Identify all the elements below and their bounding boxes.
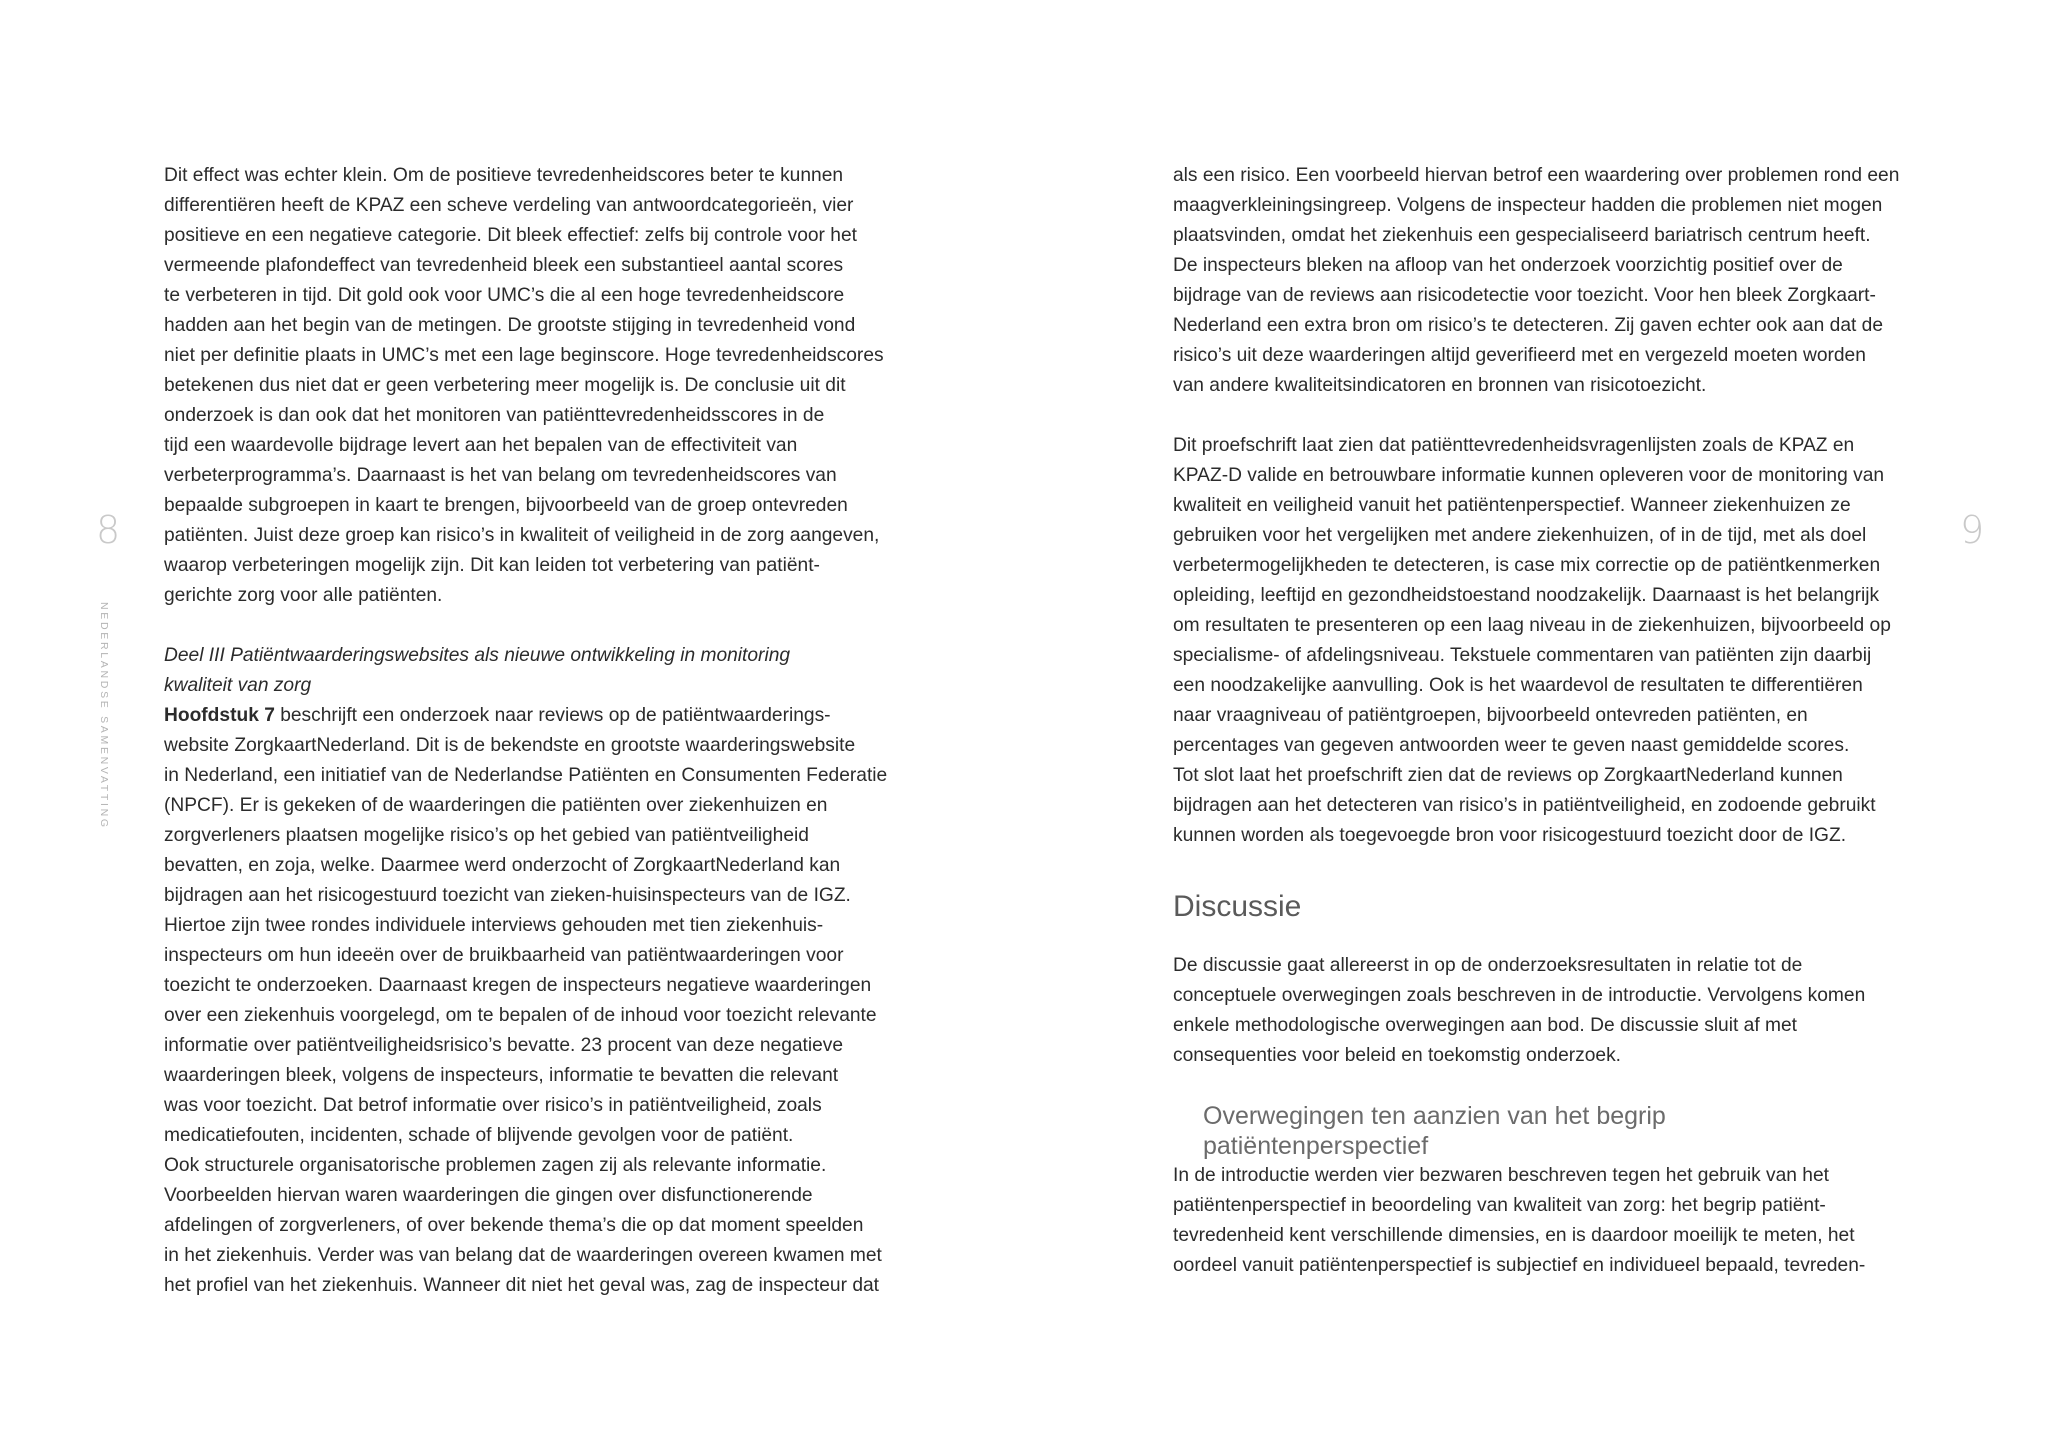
text-line: tevredenheid kent verschillende dimensies, en is daardoor moeilijk te meten, het bbox=[1173, 1225, 1855, 1246]
text-line: conceptuele overwegingen zoals beschreven in de introductie. Vervolgens komen bbox=[1173, 985, 1866, 1006]
text-line: patiëntenperspectief bbox=[1203, 1132, 1429, 1160]
paragraph-gap bbox=[1173, 401, 1913, 431]
left-text-column bbox=[164, 161, 904, 1301]
text-line: positieve en een negatieve categorie. Dit bleek effectief: zelfs bij controle voor het bbox=[164, 225, 857, 246]
text-line: afdelingen of zorgverleners, of over bekende thema’s die op dat moment speelden bbox=[164, 1215, 864, 1236]
text-line: patiëntenperspectief in beoordeling van kwaliteit van zorg: het begrip patiënt- bbox=[1173, 1195, 1826, 1216]
text-line: was voor toezicht. Dat betrof informatie over risico’s in patiëntveiligheid, zoals bbox=[164, 1095, 822, 1116]
text-line: bijdrage van de reviews aan risicodetectie voor toezicht. Voor hen bleek Zorgkaart- bbox=[1173, 285, 1876, 306]
running-head: NEDERLANDSE SAMENVATTING bbox=[98, 602, 110, 830]
text-line: Overwegingen ten aanzien van het begrip bbox=[1203, 1102, 1666, 1130]
text-line: kunnen worden als toegevoegde bron voor risicogestuurd toezicht door de IGZ. bbox=[1173, 825, 1847, 846]
text-line: Nederland een extra bron om risico’s te detecteren. Zij gaven echter ook aan dat de bbox=[1173, 315, 1884, 336]
text-line: te verbeteren in tijd. Dit gold ook voor UMC’s die al een hoge tevredenheidscore bbox=[164, 285, 845, 306]
text-line: naar vraagniveau of patiëntgroepen, bijvoorbeeld ontevreden patiënten, en bbox=[1173, 705, 1808, 726]
text-line: informatie over patiëntveiligheidsrisico’s bevatte. 23 procent van deze negatieve bbox=[164, 1035, 844, 1056]
text-line: opleiding, leeftijd en gezondheidstoestand noodzakelijk. Daarnaast is het belangrijk bbox=[1173, 585, 1880, 606]
text-line: betekenen dus niet dat er geen verbetering meer mogelijk is. De conclusie uit dit bbox=[164, 375, 846, 396]
text-line: website ZorgkaartNederland. Dit is de bekendste en grootste waarderingswebsite bbox=[164, 735, 856, 756]
text-line: Dit effect was echter klein. Om de positieve tevredenheidscores beter te kunnen bbox=[164, 165, 844, 186]
body-paragraph bbox=[1173, 161, 1913, 401]
text-line: medicatiefouten, incidenten, schade of blijvende gevolgen voor de patiënt. bbox=[164, 1125, 794, 1146]
text-line: bevatten, en zoja, welke. Daarmee werd onderzocht of ZorgkaartNederland kan bbox=[164, 855, 841, 876]
right-page bbox=[1024, 0, 2048, 1446]
chapter-label: Hoofdstuk 7 bbox=[164, 705, 275, 726]
text-line: risico’s uit deze waarderingen altijd geverifieerd met en vergezeld moeten worden bbox=[1173, 345, 1866, 366]
text-line: het profiel van het ziekenhuis. Wanneer dit niet het geval was, zag de inspecteur dat bbox=[164, 1275, 879, 1296]
text-line: zorgverleners plaatsen mogelijke risico’s op het gebied van patiëntveiligheid bbox=[164, 825, 809, 846]
page-number: 8 bbox=[96, 508, 121, 552]
text-line: KPAZ-D valide en betrouwbare informatie kunnen opleveren voor de monitoring van bbox=[1173, 465, 1885, 486]
text-line: toezicht te onderzoeken. Daarnaast kregen de inspecteurs negatieve waarderingen bbox=[164, 975, 872, 996]
text-line: bepaalde subgroepen in kaart te brengen, bijvoorbeeld van de groep ontevreden bbox=[164, 495, 848, 516]
text-line: bijdragen aan het detecteren van risico’s in patiëntveiligheid, en zodoende gebruikt bbox=[1173, 795, 1876, 816]
text-line: om resultaten te presenteren op een laag niveau in de ziekenhuizen, bijvoorbeeld op bbox=[1173, 615, 1891, 636]
text-line: maagverkleiningsingreep. Volgens de inspecteur hadden die problemen niet mogen bbox=[1173, 195, 1883, 216]
text-line: Dit proefschrift laat zien dat patiënttevredenheidsvragenlijsten zoals de KPAZ en bbox=[1173, 435, 1855, 456]
body-paragraph bbox=[1173, 951, 1913, 1071]
text-line: verbetermogelijkheden te detecteren, is case mix correctie op de patiëntkenmerken bbox=[1173, 555, 1881, 576]
body-paragraph bbox=[1173, 1161, 1913, 1281]
paragraph-gap bbox=[1173, 1071, 1913, 1101]
body-paragraph bbox=[1173, 431, 1913, 851]
text-line: in Nederland, een initiatief van de Nederlandse Patiënten en Consumenten Federatie bbox=[164, 765, 888, 786]
body-paragraph bbox=[164, 161, 904, 611]
text-line: enkele methodologische overwegingen aan bod. De discussie sluit af met bbox=[1173, 1015, 1797, 1036]
text-line: een noodzakelijke aanvulling. Ook is het waardevol de resultaten te differentiëren bbox=[1173, 675, 1863, 696]
text-line: Hiertoe zijn twee rondes individuele interviews gehouden met tien ziekenhuis- bbox=[164, 915, 824, 936]
text-line: (NPCF). Er is gekeken of de waarderingen die patiënten over ziekenhuizen en bbox=[164, 795, 828, 816]
text-line: kwaliteit van zorg bbox=[164, 675, 312, 696]
text-line: De inspecteurs bleken na afloop van het onderzoek voorzichtig positief over de bbox=[1173, 255, 1843, 276]
text-line: inspecteurs om hun ideeën over de bruikbaarheid van patiëntwaarderingen voor bbox=[164, 945, 844, 966]
text-line: Voorbeelden hiervan waren waarderingen die gingen over disfunctionerende bbox=[164, 1185, 813, 1206]
text-line: kwaliteit en veiligheid vanuit het patiëntenperspectief. Wanneer ziekenhuizen ze bbox=[1173, 495, 1851, 516]
text-line: oordeel vanuit patiëntenperspectief is subjectief en individueel bepaald, tevreden- bbox=[1173, 1255, 1866, 1276]
paragraph-gap bbox=[164, 611, 904, 641]
text-line: vermeende plafondeffect van tevredenheid bleek een substantieel aantal scores bbox=[164, 255, 844, 276]
text-line: niet per definitie plaats in UMC’s met een lage beginscore. Hoge tevredenheidscores bbox=[164, 345, 884, 366]
text-line: Deel III Patiëntwaarderingswebsites als nieuwe ontwikkeling in monitoring bbox=[164, 645, 791, 666]
text-line bbox=[164, 701, 904, 731]
text-line: plaatsvinden, omdat het ziekenhuis een gespecialiseerd bariatrisch centrum heeft. bbox=[1173, 225, 1871, 246]
text-line: specialisme- of afdelingsniveau. Tekstuele commentaren van patiënten zijn daarbij bbox=[1173, 645, 1872, 666]
paragraph-gap bbox=[1173, 851, 1913, 881]
text-line: onderzoek is dan ook dat het monitoren van patiënttevredenheidsscores in de bbox=[164, 405, 825, 426]
section-heading bbox=[164, 641, 904, 701]
text-line: tijd een waardevolle bijdrage levert aan het bepalen van de effectiviteit van bbox=[164, 435, 798, 456]
text-line: gebruiken voor het vergelijken met andere ziekenhuizen, of in de tijd, met als doel bbox=[1173, 525, 1867, 546]
text-line: over een ziekenhuis voorgelegd, om te bepalen of de inhoud voor toezicht relevante bbox=[164, 1005, 877, 1026]
text-line: waarop verbeteringen mogelijk zijn. Dit kan leiden tot verbetering van patiënt- bbox=[164, 555, 820, 576]
text-line: bijdragen aan het risicogestuurd toezicht van zieken-huisinspecteurs van de IGZ. bbox=[164, 885, 851, 906]
text-line: In de introductie werden vier bezwaren beschreven tegen het gebruik van het bbox=[1173, 1165, 1829, 1186]
text-line: Tot slot laat het proefschrift zien dat de reviews op ZorgkaartNederland kunnen bbox=[1173, 765, 1843, 786]
text-line: hadden aan het begin van de metingen. De grootste stijging in tevredenheid vond bbox=[164, 315, 856, 336]
subsection-title bbox=[1203, 1101, 1913, 1161]
text-line: in het ziekenhuis. Verder was van belang dat de waarderingen overeen kwamen met bbox=[164, 1245, 882, 1266]
text-line: De discussie gaat allereerst in op de onderzoeksresultaten in relatie tot de bbox=[1173, 955, 1803, 976]
text-line: verbeterprogramma’s. Daarnaast is het van belang om tevredenheidscores van bbox=[164, 465, 837, 486]
text-line: percentages van gegeven antwoorden weer te geven naast gemiddelde scores. bbox=[1173, 735, 1850, 756]
text-fragment: beschrijft een onderzoek naar reviews op de patiëntwaarderings- bbox=[274, 705, 831, 726]
section-title-discussie: Discussie bbox=[1173, 890, 1302, 923]
text-line: als een risico. Een voorbeeld hiervan betrof een waardering over problemen rond een bbox=[1173, 165, 1900, 186]
page-number: 9 bbox=[1960, 508, 1985, 552]
right-text-column bbox=[1173, 161, 1913, 1281]
text-line: Ook structurele organisatorische problemen zagen zij als relevante informatie. bbox=[164, 1155, 827, 1176]
text-line: gerichte zorg voor alle patiënten. bbox=[164, 585, 443, 606]
text-line: differentiëren heeft de KPAZ een scheve verdeling van antwoordcategorieën, vier bbox=[164, 195, 854, 216]
text-line: patiënten. Juist deze groep kan risico’s in kwaliteit of veiligheid in de zorg aangeven, bbox=[164, 525, 880, 546]
text-line: waarderingen bleek, volgens de inspecteurs, informatie te bevatten die relevant bbox=[164, 1065, 839, 1086]
body-paragraph bbox=[164, 701, 904, 1301]
text-line: consequenties voor beleid en toekomstig onderzoek. bbox=[1173, 1045, 1621, 1066]
text-line: van andere kwaliteitsindicatoren en bronnen van risicotoezicht. bbox=[1173, 375, 1707, 396]
